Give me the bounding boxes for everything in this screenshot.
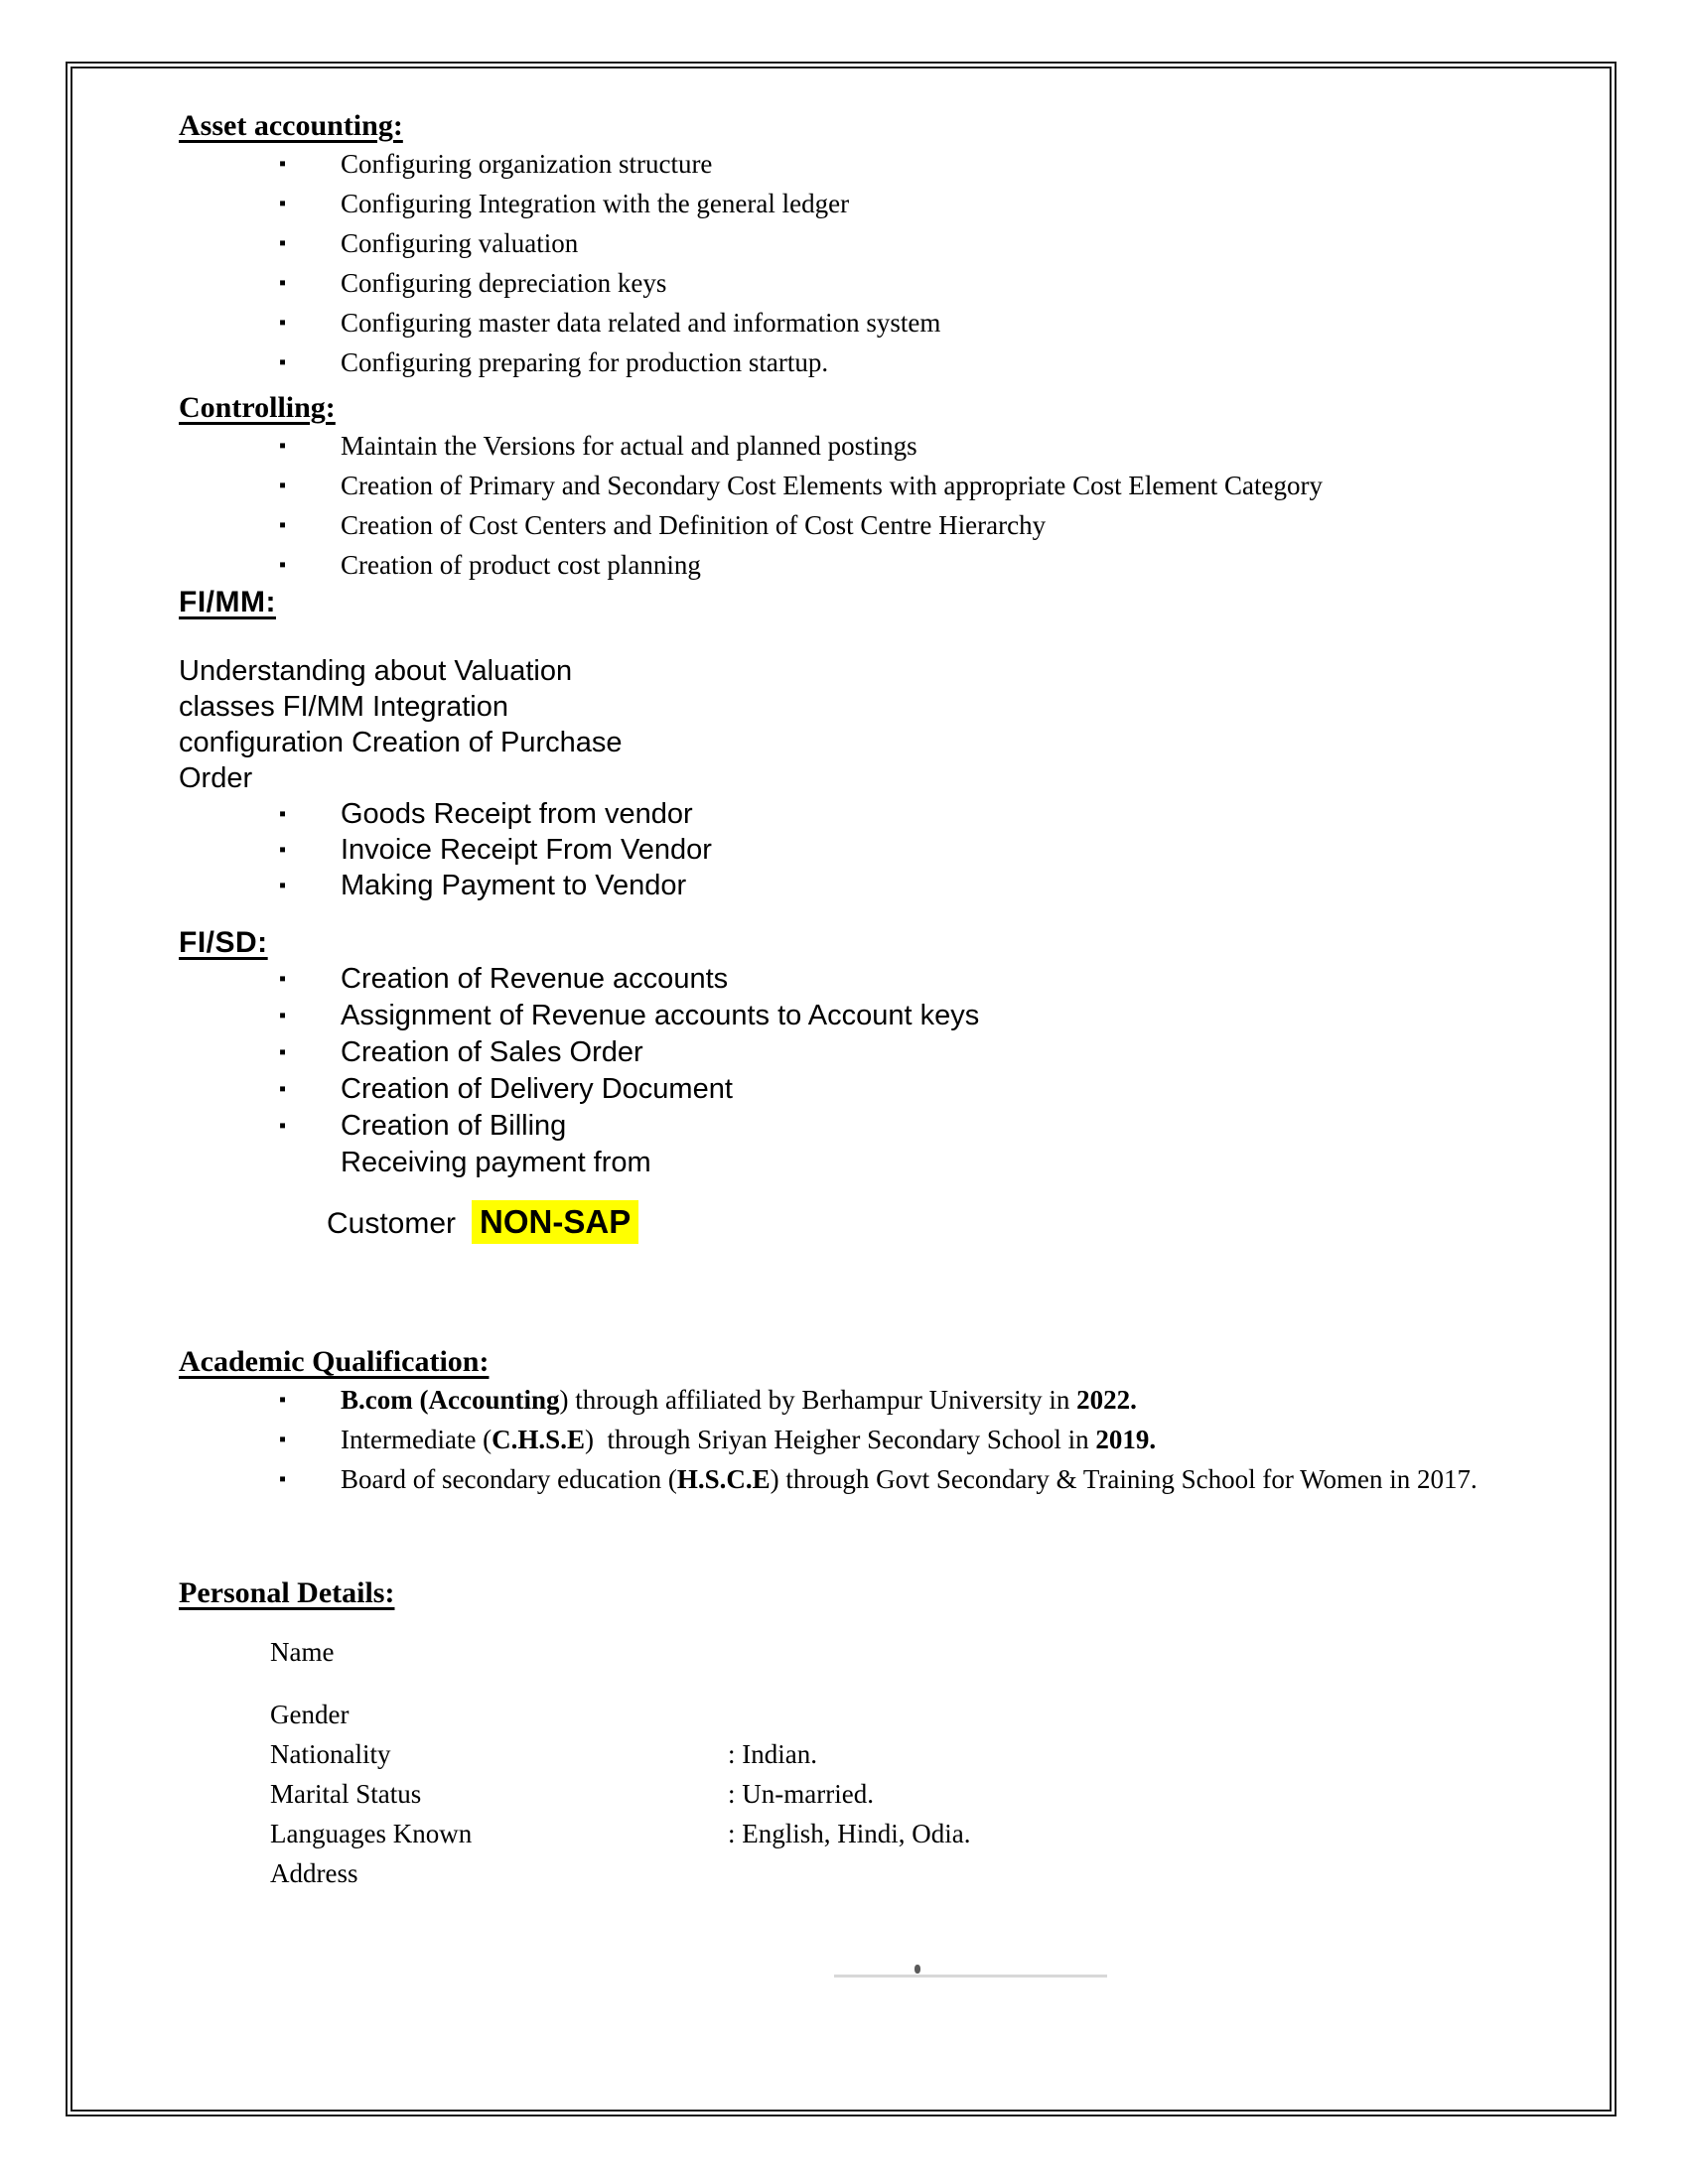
list-item-text: Board of secondary education (H.S.C.E) through Govt Secondary & Training School for Women in 2017. [341,1464,1477,1494]
bullet-square-icon: ▪ [279,1389,287,1411]
bullet-square-icon: ▪ [279,875,287,896]
list-item [179,1071,1549,1108]
personal-detail-row [179,1632,1549,1672]
personal-detail-label: Name [270,1637,335,1667]
list-item [179,342,1549,382]
controlling-heading: Controlling: [179,391,336,424]
bullet-square-icon: ▪ [279,1005,287,1026]
stray-scan-smudge [834,1975,1107,1978]
bullet-square-icon: ▪ [279,803,287,825]
list-item-text: Creation of Revenue accounts [341,963,729,995]
paragraph-line: classes FI/MM Integration [179,691,508,723]
list-item-text: Creation of Primary and Secondary Cost Elements with appropriate Cost Element Category [341,471,1324,500]
list-item [179,1108,1549,1145]
personal-detail-label: Gender [270,1700,350,1729]
list-item-text: B.com (Accounting) through affiliated by Berhampur University in 2022. [341,1385,1137,1415]
bullet-square-icon: ▪ [279,435,287,457]
list-item-text: Intermediate (C.H.S.E) through Sriyan Heigher Secondary School in 2019. [341,1425,1157,1454]
list-item-text: Configuring valuation [341,228,579,258]
page-border-frame [66,62,1617,2116]
list-item [179,796,1549,832]
list-item-text: Maintain the Versions for actual and planned postings [341,431,917,461]
asset-accounting-list [179,144,1549,382]
list-item [179,545,1549,585]
list-item-text: Goods Receipt from vendor [341,798,693,830]
personal-detail-label: Address [270,1858,358,1888]
list-item [179,505,1549,545]
personal-detail-label: Languages Known [270,1819,473,1848]
list-item [179,426,1549,466]
list-item [179,144,1549,184]
list-item [179,868,1549,903]
list-item [179,466,1549,505]
list-item-text: Configuring Integration with the general ledger [341,189,850,218]
list-item [179,1380,1549,1420]
personal-detail-value: : English, Hindi, Odia. [728,1819,971,1848]
list-item-text: Making Payment to Vendor [341,870,687,901]
paragraph-line: Order [179,762,253,794]
list-item [179,832,1549,868]
personal-detail-value [728,1632,1549,1672]
bullet-square-icon: ▪ [279,1041,287,1063]
bullet-square-icon: ▪ [279,1078,287,1100]
section-asset-accounting [179,108,1549,382]
list-item-text: Configuring depreciation keys [341,268,667,298]
fi-mm-paragraph [179,653,1549,796]
bullet-square-icon: ▪ [279,1468,287,1490]
stray-scan-dot [914,1965,920,1974]
personal-detail-value [728,1853,1549,1893]
list-item-text: Creation of Cost Centers and Definition of Cost Centre Hierarchy [341,510,1047,540]
section-fi-sd [179,925,1549,1246]
section-personal-details [179,1575,1549,1893]
list-item [179,303,1549,342]
non-sap-highlight: NON-SAP [472,1200,638,1244]
paragraph-line: configuration Creation of Purchase [179,727,623,758]
bullet-square-icon: ▪ [279,351,287,373]
list-item [179,223,1549,263]
section-academic-qualification [179,1344,1549,1499]
fi-sd-heading: FI/SD: [179,926,268,959]
personal-details-heading: Personal Details: [179,1576,395,1609]
receiving-payment-line: Receiving payment from [341,1147,651,1178]
bullet-square-icon: ▪ [279,1429,287,1450]
list-item-text: Configuring organization structure [341,149,713,179]
list-item [179,184,1549,223]
personal-detail-row [179,1814,1549,1853]
bullet-square-icon: ▪ [279,1115,287,1137]
personal-details-rows [179,1632,1549,1893]
personal-detail-row [179,1734,1549,1774]
list-item-text: Creation of Delivery Document [341,1073,733,1105]
section-fi-mm [179,585,1549,903]
fi-mm-list [179,796,1549,903]
personal-detail-label: Marital Status [270,1779,422,1809]
section-controlling [179,390,1549,585]
list-item-text: Creation of product cost planning [341,550,701,580]
bullet-square-icon: ▪ [279,839,287,861]
controlling-list [179,426,1549,585]
personal-detail-label: Nationality [270,1739,391,1769]
list-item [179,1034,1549,1071]
fi-sd-list [179,961,1549,1145]
bullet-square-icon: ▪ [279,475,287,496]
list-item-text: Configuring master data related and information system [341,308,941,338]
personal-detail-value: : Un-married. [728,1779,874,1809]
paragraph-line: Understanding about Valuation [179,655,573,687]
bullet-square-icon: ▪ [279,968,287,990]
bullet-square-icon: ▪ [279,272,287,294]
list-item-text: Invoice Receipt From Vendor [341,834,712,866]
personal-detail-value [728,1695,1549,1734]
list-item [179,998,1549,1034]
academic-qualification-heading: Academic Qualification: [179,1345,490,1378]
customer-text: Customer [327,1207,457,1240]
bullet-square-icon: ▪ [279,193,287,214]
bullet-square-icon: ▪ [279,312,287,334]
personal-detail-row [179,1853,1549,1893]
list-item [179,961,1549,998]
personal-detail-row [179,1774,1549,1814]
list-item-text: Creation of Sales Order [341,1036,643,1068]
academic-qualification-list [179,1380,1549,1499]
bullet-square-icon: ▪ [279,232,287,254]
list-item-text: Configuring preparing for production startup. [341,347,829,377]
list-item [179,1459,1549,1499]
personal-detail-row [179,1695,1549,1734]
bullet-square-icon: ▪ [279,514,287,536]
list-item-text: Assignment of Revenue accounts to Account keys [341,1000,980,1031]
list-item [179,1420,1549,1459]
customer-non-sap-line [179,1200,1549,1246]
bullet-square-icon: ▪ [279,153,287,175]
list-item [179,263,1549,303]
fi-mm-heading: FI/MM: [179,586,276,618]
personal-detail-value: : Indian. [728,1739,817,1769]
list-item-text: Creation of Billing [341,1110,567,1142]
bullet-square-icon: ▪ [279,554,287,576]
asset-accounting-heading: Asset accounting: [179,109,403,142]
